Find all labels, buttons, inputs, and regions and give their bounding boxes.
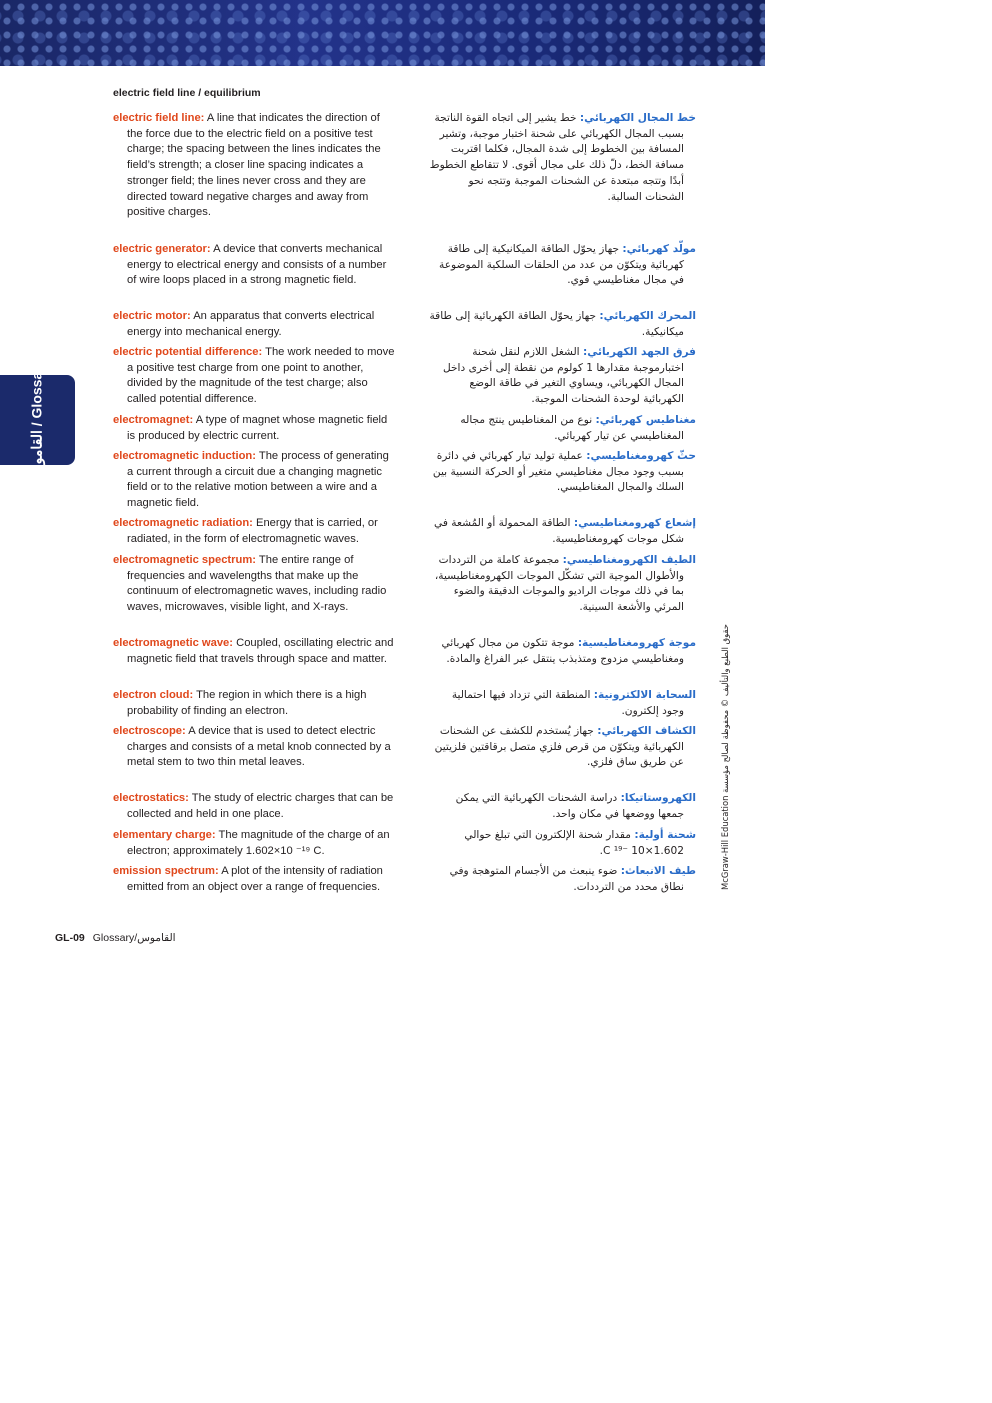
entry-ar <box>428 413 696 444</box>
ar-term: الطيف الكهرومغناطيسي: <box>562 554 696 566</box>
entry-ar <box>428 242 696 289</box>
ar-definition: موجة تتكون من مجال كهربائي ومغناطيسي مزدوج ومتذبذب ينتقل عبر الفراغ والمادة. <box>441 637 684 665</box>
running-head: electric field line / equilibrium <box>113 87 261 99</box>
ar-definition: جهاز يُستخدم للكشف عن الشحنات الكهربائية ويتكوّن من قرص فلزي متصل برقاقتين فلزيتين عن طريق ساق فلزي. <box>434 725 684 769</box>
entry-en <box>113 516 398 547</box>
entry-ar <box>428 111 696 205</box>
entry-en <box>113 242 398 289</box>
ar-term: مغناطيس كهربائي: <box>595 414 696 426</box>
copyright-notice: حقوق الطبع والتأليف © محفوظة لصالح مؤسسة McGraw-Hill Education <box>720 624 730 890</box>
term: electron cloud: <box>113 689 194 701</box>
entry-en <box>113 449 398 512</box>
entry-en <box>113 553 398 616</box>
definition: An apparatus that converts electrical energy into mechanical energy. <box>127 310 375 338</box>
ar-definition: عملية توليد تيار كهربائي في دائرة بسبب وجود مجال مغناطيسي متغير أو الحركة النسبية بين السلك والمجال المغناطيسي. <box>432 450 684 494</box>
entry-en <box>113 828 398 859</box>
entry-ar <box>428 553 696 616</box>
definition: Coupled, oscillating electric and magnetic field that travels through space and matter. <box>127 637 394 665</box>
term: electromagnet: <box>113 414 194 426</box>
ar-term: الكشاف الكهربائي: <box>597 725 696 737</box>
entry-ar <box>428 688 696 719</box>
ar-term: طيف الانبعاث: <box>620 865 696 877</box>
ar-definition: دراسة الشحنات الكهربائية التي يمكن جمعها ووضعها في مكان واحد. <box>455 792 684 820</box>
entry-en <box>113 636 398 667</box>
entry-en <box>113 864 398 895</box>
ar-term: السحابة الالكترونية: <box>593 689 696 701</box>
term: electric potential difference: <box>113 346 263 358</box>
entry-en <box>113 309 398 340</box>
term: electric generator: <box>113 243 211 255</box>
entry-en <box>113 791 398 822</box>
ar-term: خط المجال الكهربائي: <box>579 112 696 124</box>
ar-term: حثّ كهرومغناطيسي: <box>586 450 696 462</box>
definition: The work needed to move a positive test charge from one point to another, divided by the magnitude of the test charge; also called potential difference. <box>127 346 395 406</box>
entry-ar <box>428 449 696 496</box>
ar-definition: ضوء ينبعث من الأجسام المتوهجة وفي نطاق محدد من الترددات. <box>449 865 684 893</box>
ar-term: موجة كهرومغناطيسية: <box>577 637 696 649</box>
entry-ar <box>428 791 696 822</box>
term: electric field line: <box>113 112 205 124</box>
term: electric motor: <box>113 310 191 322</box>
term: electromagnetic induction: <box>113 450 256 462</box>
ar-definition: الشغل اللازم لنقل شحنة اختبارموجبة مقدارها 1 كولوم من نقطة إلى أخرى داخل المجال الكهربائي، ويساوي التغير في طاقة الوضع الكهربائية لوحدة الشحنات الموجبة. <box>442 346 684 406</box>
entry-en <box>113 688 398 719</box>
ar-term: مولّد كهربائي: <box>622 243 696 255</box>
term: electromagnetic radiation: <box>113 517 253 529</box>
term: electroscope: <box>113 725 186 737</box>
ar-term: الكهروستاتيكا: <box>620 792 696 804</box>
term: electromagnetic spectrum: <box>113 554 256 566</box>
term: electromagnetic wave: <box>113 637 234 649</box>
definition: A device that converts mechanical energy to electrical energy and consists of a number of wire loops placed in a strong magnetic field. <box>127 243 387 287</box>
definition: A line that indicates the direction of the force due to the electric field on a positive test charge; the spacing between the lines indicates the field’s strength; a closer line spacing indicates a stronger field; the lines never cross and they are directed toward negative charges and away from positive charges. <box>127 112 381 219</box>
ar-term: المحرك الكهربائي: <box>599 310 696 322</box>
ar-definition: مقدار شحنة الإلكترون التي تبلغ حوالي 1.602×10 ⁻¹⁹ C. <box>464 829 684 857</box>
definition: The entire range of frequencies and wavelengths that make up the continuum of electromagnetic waves, including radio waves, microwaves, visible light, and X-rays. <box>127 554 387 614</box>
page-footer <box>55 932 176 944</box>
entry-en <box>113 345 398 408</box>
entry-ar <box>428 724 696 771</box>
entry-ar <box>428 828 696 859</box>
ar-definition: مجموعة كاملة من الترددات والأطوال الموجية التي تشكّل الموجات الكهرومغناطيسية، بما في ذلك موجات الراديو والموجات الدقيقة والضوء المرئي والأشعة السينية. <box>434 554 684 614</box>
ar-definition: الطاقة المحمولة أو المُشعة في شكل موجات كهرومغناطيسية. <box>434 517 684 545</box>
entry-ar <box>428 636 696 667</box>
page-number: GL-09 <box>55 932 85 944</box>
ar-definition: جهاز يحوّل الطاقة الكهربائية إلى طاقة ميكانيكية. <box>429 310 684 338</box>
definition: A plot of the intensity of radiation emitted from an object over a range of frequencies. <box>127 865 383 893</box>
ar-definition: جهاز يحوّل الطاقة الميكانيكية إلى طاقة كهربائية ويتكوّن من عدد من الحلقات السلكية الموضوعة في مجال مغناطيسي قوي. <box>439 243 684 287</box>
definition: The region in which there is a high probability of finding an electron. <box>127 689 367 717</box>
definition: The magnitude of the charge of an electron; approximately 1.602×10 ⁻¹⁹ C. <box>127 829 390 857</box>
ar-definition: المنطقة التي تزداد فيها احتمالية وجود إلكترون. <box>451 689 684 717</box>
entry-ar <box>428 345 696 408</box>
ar-term: شحنة أولية: <box>634 829 696 841</box>
entry-en <box>113 413 398 444</box>
entry-en <box>113 724 398 771</box>
term: elementary charge: <box>113 829 216 841</box>
definition: The process of generating a current through a circuit due a changing magnetic field or to the relative motion between a wire and a magnetic field. <box>127 450 389 510</box>
definition: A device that is used to detect electric charges and consists of a metal knob connected by a metal stem to two thin metal leaves. <box>127 725 391 769</box>
ar-term: إشعاع كهرومغناطيسي: <box>573 517 696 529</box>
ar-definition: نوع من المغناطيس ينتج مجاله المغناطيسي عن تيار كهربائي. <box>460 414 684 442</box>
side-tab-label: القاموس / Glossary <box>28 358 45 482</box>
ar-term: فرق الجهد الكهربائي: <box>583 346 696 358</box>
definition: The study of electric charges that can be collected and held in one place. <box>127 792 394 820</box>
term: emission spectrum: <box>113 865 219 877</box>
header-banner <box>0 0 765 66</box>
definition: A type of magnet whose magnetic field is produced by electric current. <box>127 414 388 442</box>
entry-ar <box>428 864 696 895</box>
entry-ar <box>428 309 696 340</box>
footer-label: Glossary/القاموس <box>92 932 176 944</box>
definition: Energy that is carried, or radiated, in the form of electromagnetic waves. <box>127 517 378 545</box>
entry-en <box>113 111 398 221</box>
entry-ar <box>428 516 696 547</box>
term: electrostatics: <box>113 792 189 804</box>
ar-definition: خط يشير إلى اتجاه القوة الناتجة بسبب المجال الكهربائي على شحنة اختبار موجبة، وتشير المسافة بين الخطوط إلى شدة المجال، فكلما اقتربت مسافة الخط، دلّ ذلك على مجال أقوى. لا تتقاطع الخطوط أبدًا وتتجه مبتعدة عن الشحنات الموجبة وتتجه نحو الشحنات السالبة. <box>429 112 684 203</box>
